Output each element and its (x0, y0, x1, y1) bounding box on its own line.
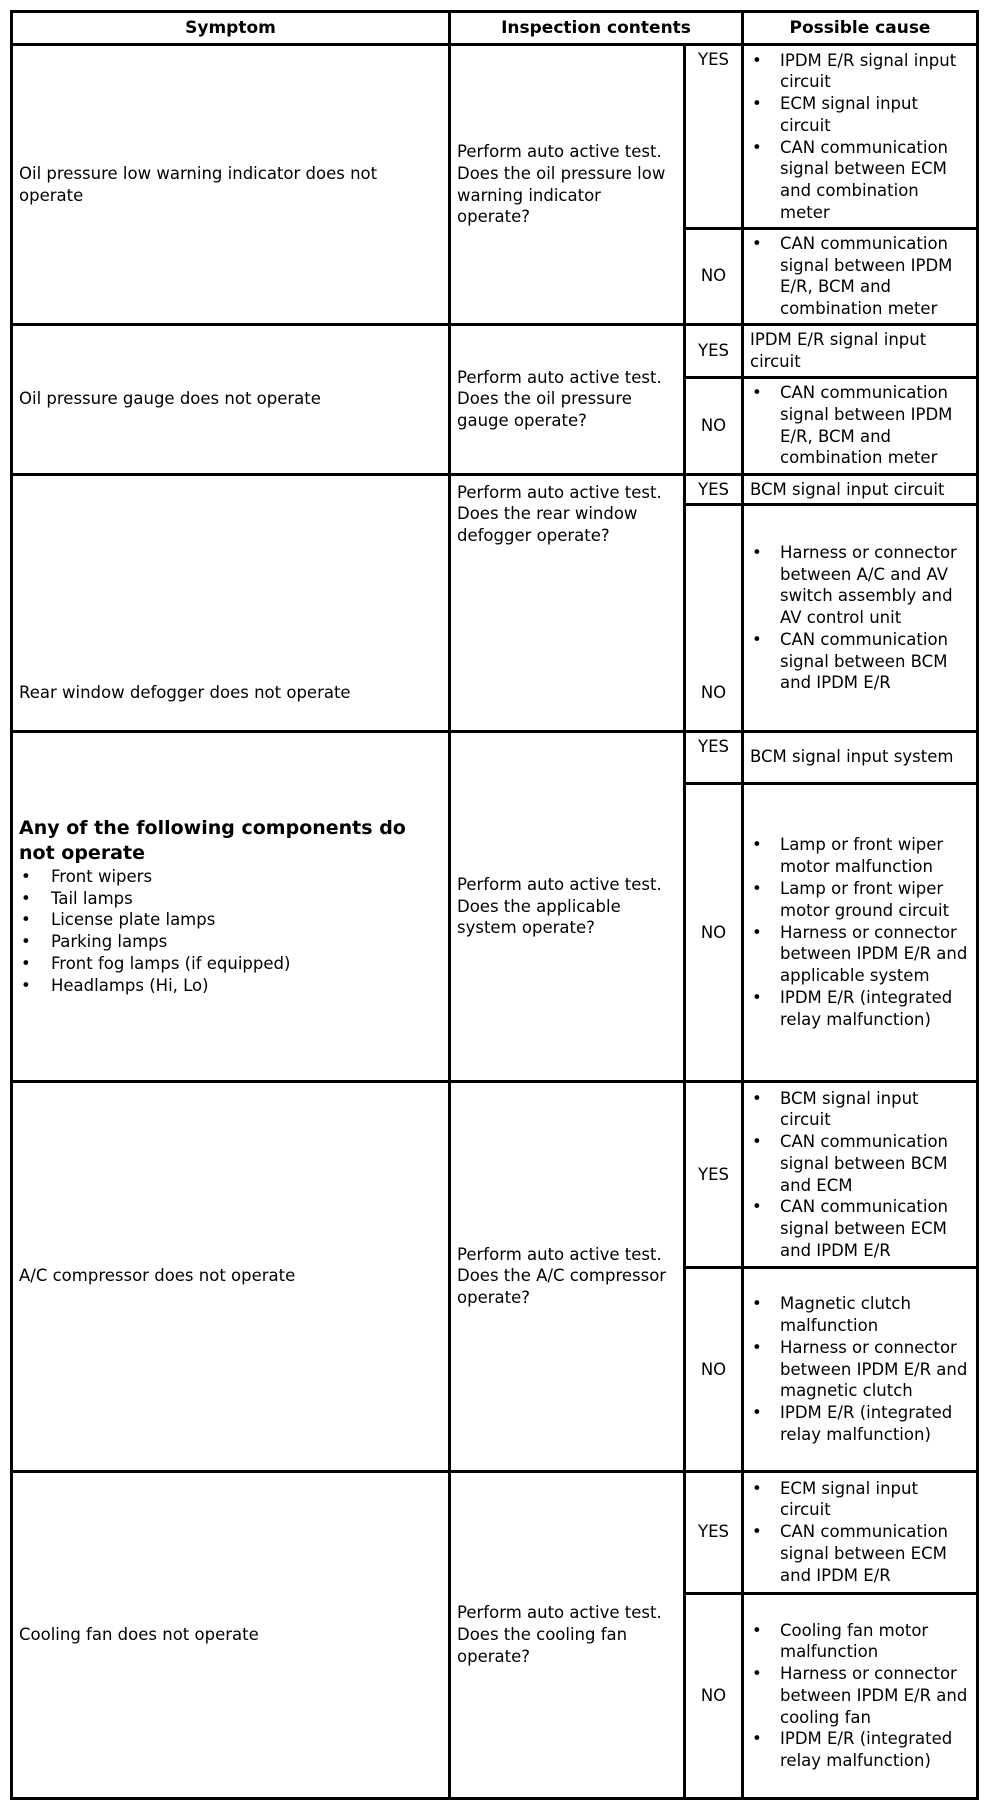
header-inspection: Inspection contents (450, 12, 743, 45)
cause-item: • IPDM E/R signal input circuit (750, 50, 970, 94)
header-symptom: Symptom (12, 12, 450, 45)
inspection-cell (450, 1082, 685, 1471)
cause-item: • IPDM E/R (integrated relay malfunction) (750, 987, 970, 1031)
inspection-line: Perform auto active test. (457, 1244, 662, 1264)
inspection-line: Perform auto active test. (457, 1603, 662, 1623)
no-label: NO (685, 377, 743, 474)
cause-item: • ECM signal input circuit (750, 93, 970, 137)
cause-cell: IPDM E/R signal input circuit (743, 324, 978, 377)
cause-cell (743, 1471, 978, 1593)
header-row (12, 12, 978, 45)
inspection-cell (450, 474, 685, 731)
table-row (12, 324, 978, 377)
cause-item: • Harness or connector between IPDM E/R and magnetic clutch (750, 1337, 970, 1402)
diagnosis-table (10, 10, 979, 1800)
cause-cell (743, 1082, 978, 1268)
table-row (12, 731, 978, 783)
inspection-line: Does the cooling fan operate? (457, 1624, 628, 1666)
cause-item: • IPDM E/R (integrated relay malfunction) (750, 1728, 970, 1772)
inspection-cell (450, 731, 685, 1081)
no-label: NO (685, 1593, 743, 1798)
inspection-cell (450, 324, 685, 474)
table-row (12, 1082, 978, 1268)
symptom-item: • Headlamps (Hi, Lo) (19, 975, 442, 997)
cause-item: • CAN communication signal between ECM and IPDM E/R (750, 1521, 970, 1586)
yes-label: YES (685, 1471, 743, 1593)
symptom-item: • Front wipers (19, 866, 442, 888)
no-label: NO (685, 505, 743, 731)
yes-label: YES (685, 1082, 743, 1268)
cause-cell (743, 783, 978, 1081)
symptom-item: • Parking lamps (19, 931, 442, 953)
inspection-line: Does the applicable system operate? (457, 896, 621, 938)
cause-cell (743, 45, 978, 228)
symptom-item: • Front fog lamps (if equipped) (19, 953, 442, 975)
table-row (12, 474, 978, 505)
cause-item: • CAN communication signal between ECM and IPDM E/R (750, 1196, 970, 1261)
inspection-line: Does the A/C compressor operate? (457, 1266, 667, 1308)
cause-cell (743, 228, 978, 324)
no-label: NO (685, 1268, 743, 1471)
inspection-line: Does the oil pressure gauge operate? (457, 389, 632, 431)
inspection-line: Perform auto active test. (457, 874, 662, 894)
inspection-line: Does the rear window defogger operate? (457, 504, 638, 546)
yes-label: YES (685, 324, 743, 377)
header-cause: Possible cause (743, 12, 978, 45)
cause-item: • CAN communication signal between IPDM E/R, BCM and combination meter (750, 382, 970, 469)
table-row (12, 45, 978, 228)
cause-item: • Cooling fan motor malfunction (750, 1620, 970, 1664)
cause-cell (743, 505, 978, 731)
cause-cell (743, 377, 978, 474)
cause-item: • IPDM E/R (integrated relay malfunction) (750, 1402, 970, 1446)
cause-item: • ECM signal input circuit (750, 1478, 970, 1522)
cause-item: • Magnetic clutch malfunction (750, 1293, 970, 1337)
cause-item: • CAN communication signal between BCM and ECM (750, 1131, 970, 1196)
yes-label: YES (685, 474, 743, 505)
cause-item: • Harness or connector between A/C and AV switch assembly and AV control unit (750, 542, 970, 629)
cause-cell: BCM signal input system (743, 731, 978, 783)
symptom-cell (12, 731, 450, 1081)
cause-item: • Lamp or front wiper motor ground circuit (750, 878, 970, 922)
cause-item: • CAN communication signal between ECM and combination meter (750, 137, 970, 224)
inspection-line: Perform auto active test. (457, 142, 662, 162)
cause-cell (743, 1268, 978, 1471)
cause-item: • CAN communication signal between IPDM E/R, BCM and combination meter (750, 233, 970, 320)
symptom-cell: Cooling fan does not operate (12, 1471, 450, 1798)
inspection-cell (450, 1471, 685, 1798)
inspection-line: Does the oil pressure low warning indicator operate? (457, 163, 666, 227)
cause-item: • Harness or connector between IPDM E/R and cooling fan (750, 1663, 970, 1728)
cause-cell: BCM signal input circuit (743, 474, 978, 505)
cause-cell (743, 1593, 978, 1798)
no-label: NO (685, 783, 743, 1081)
yes-label: YES (685, 45, 743, 228)
cause-item: • BCM signal input circuit (750, 1088, 970, 1132)
table-row (12, 1471, 978, 1593)
symptom-cell: Oil pressure gauge does not operate (12, 324, 450, 474)
inspection-line: Perform auto active test. (457, 482, 662, 502)
symptom-cell: Rear window defogger does not operate (12, 474, 450, 731)
yes-label: YES (685, 731, 743, 783)
symptom-cell: A/C compressor does not operate (12, 1082, 450, 1471)
cause-item: • Lamp or front wiper motor malfunction (750, 834, 970, 878)
symptom-item: • Tail lamps (19, 888, 442, 910)
no-label: NO (685, 228, 743, 324)
inspection-cell (450, 45, 685, 325)
cause-item: • Harness or connector between IPDM E/R and applicable system (750, 922, 970, 987)
symptom-cell: Oil pressure low warning indicator does not operate (12, 45, 450, 325)
inspection-line: Perform auto active test. (457, 367, 662, 387)
symptom-item: • License plate lamps (19, 909, 442, 931)
symptom-title: Any of the following components do not operate (19, 817, 406, 865)
cause-item: • CAN communication signal between BCM and IPDM E/R (750, 629, 970, 694)
